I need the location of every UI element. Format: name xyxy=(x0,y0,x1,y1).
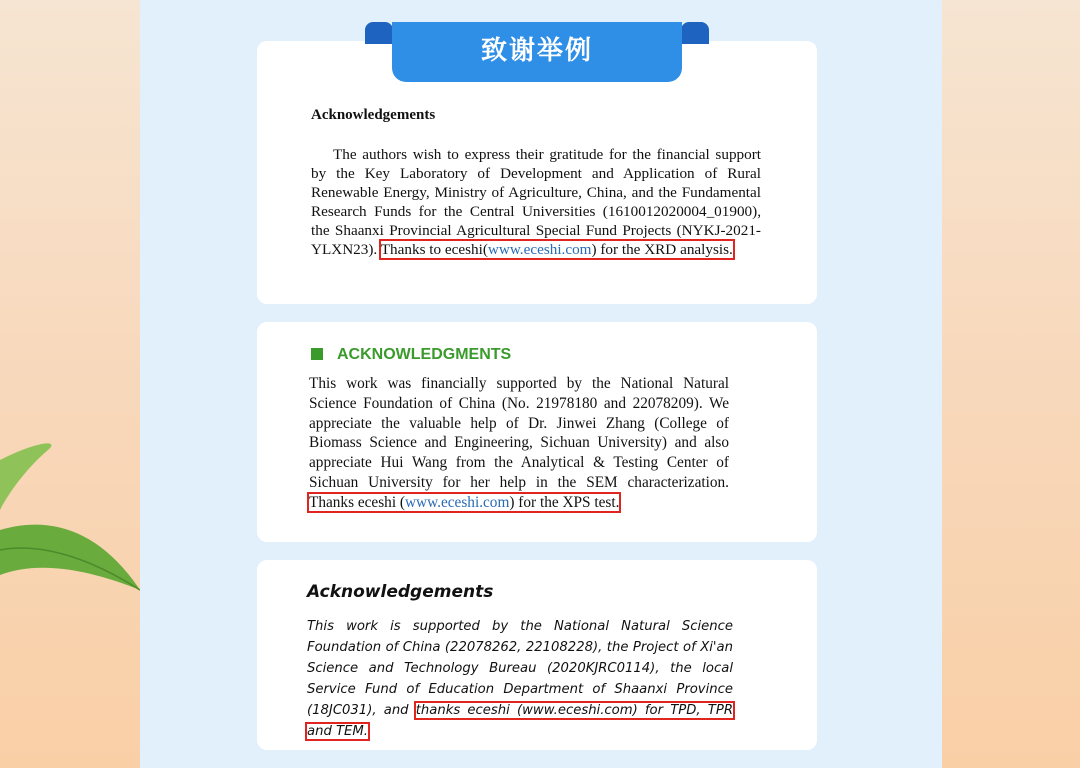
card3-heading: Acknowledgements xyxy=(307,582,494,602)
card2-body-text: This work was financially supported by the National Natural Science Foundation of China (No. 21978180 and 22078209). We appreciate the valuable help of Dr. Jinwei Zhang (College of Biomass Science and Engineering, Sichuan University) and also appreciate Hui Wang from the Analytical & Testing Center of Sichuan University for her help in the SEM characterization. xyxy=(309,375,729,491)
card1-body-text: The authors wish to express their gratitude for the financial support by the Key Laboratory of Development and Application of Rural Renewable Energy, Ministry of Agriculture, China, and the Fundamental Research Funds for the Central Universities (1610012020004_01900), the Shaanxi Provincial Agricultural Special Fund Projects (NYKJ-2021-YLXN23). xyxy=(311,146,761,258)
banner-title: 致谢举例 xyxy=(392,22,682,82)
title-banner xyxy=(365,22,709,82)
card1-highlight: Thanks to eceshi(www.eceshi.com) for the XRD analysis. xyxy=(380,241,733,258)
card2-highlight: Thanks eceshi (www.eceshi.com) for the XPS test. xyxy=(309,493,620,511)
card1-body xyxy=(311,145,761,259)
card2-body xyxy=(309,374,729,513)
banner-tab-left xyxy=(365,22,393,44)
banner-tab-right xyxy=(681,22,709,44)
card3-body xyxy=(307,616,733,742)
card3-body-text: This work is supported by the National Natural Science Foundation of China (22078262, 22108228), the Project of Xi'an Science and Technology Bureau (2020KJRC0114), the local Service Fund of Education Department of Shaanxi Province (18JC031), and xyxy=(307,619,733,718)
example-card-2 xyxy=(257,322,817,542)
card1-link[interactable]: www.eceshi.com xyxy=(487,241,592,258)
square-bullet-icon xyxy=(311,348,323,360)
card3-highlight: thanks eceshi (www.eceshi.com) for TPD, TPR and TEM. xyxy=(307,703,733,739)
example-card-3 xyxy=(257,560,817,750)
leaf-decoration xyxy=(0,430,150,630)
card2-heading: ACKNOWLEDGMENTS xyxy=(311,346,511,364)
card2-link[interactable]: www.eceshi.com xyxy=(405,493,510,511)
card1-heading: Acknowledgements xyxy=(311,107,436,123)
content-panel xyxy=(140,0,942,768)
